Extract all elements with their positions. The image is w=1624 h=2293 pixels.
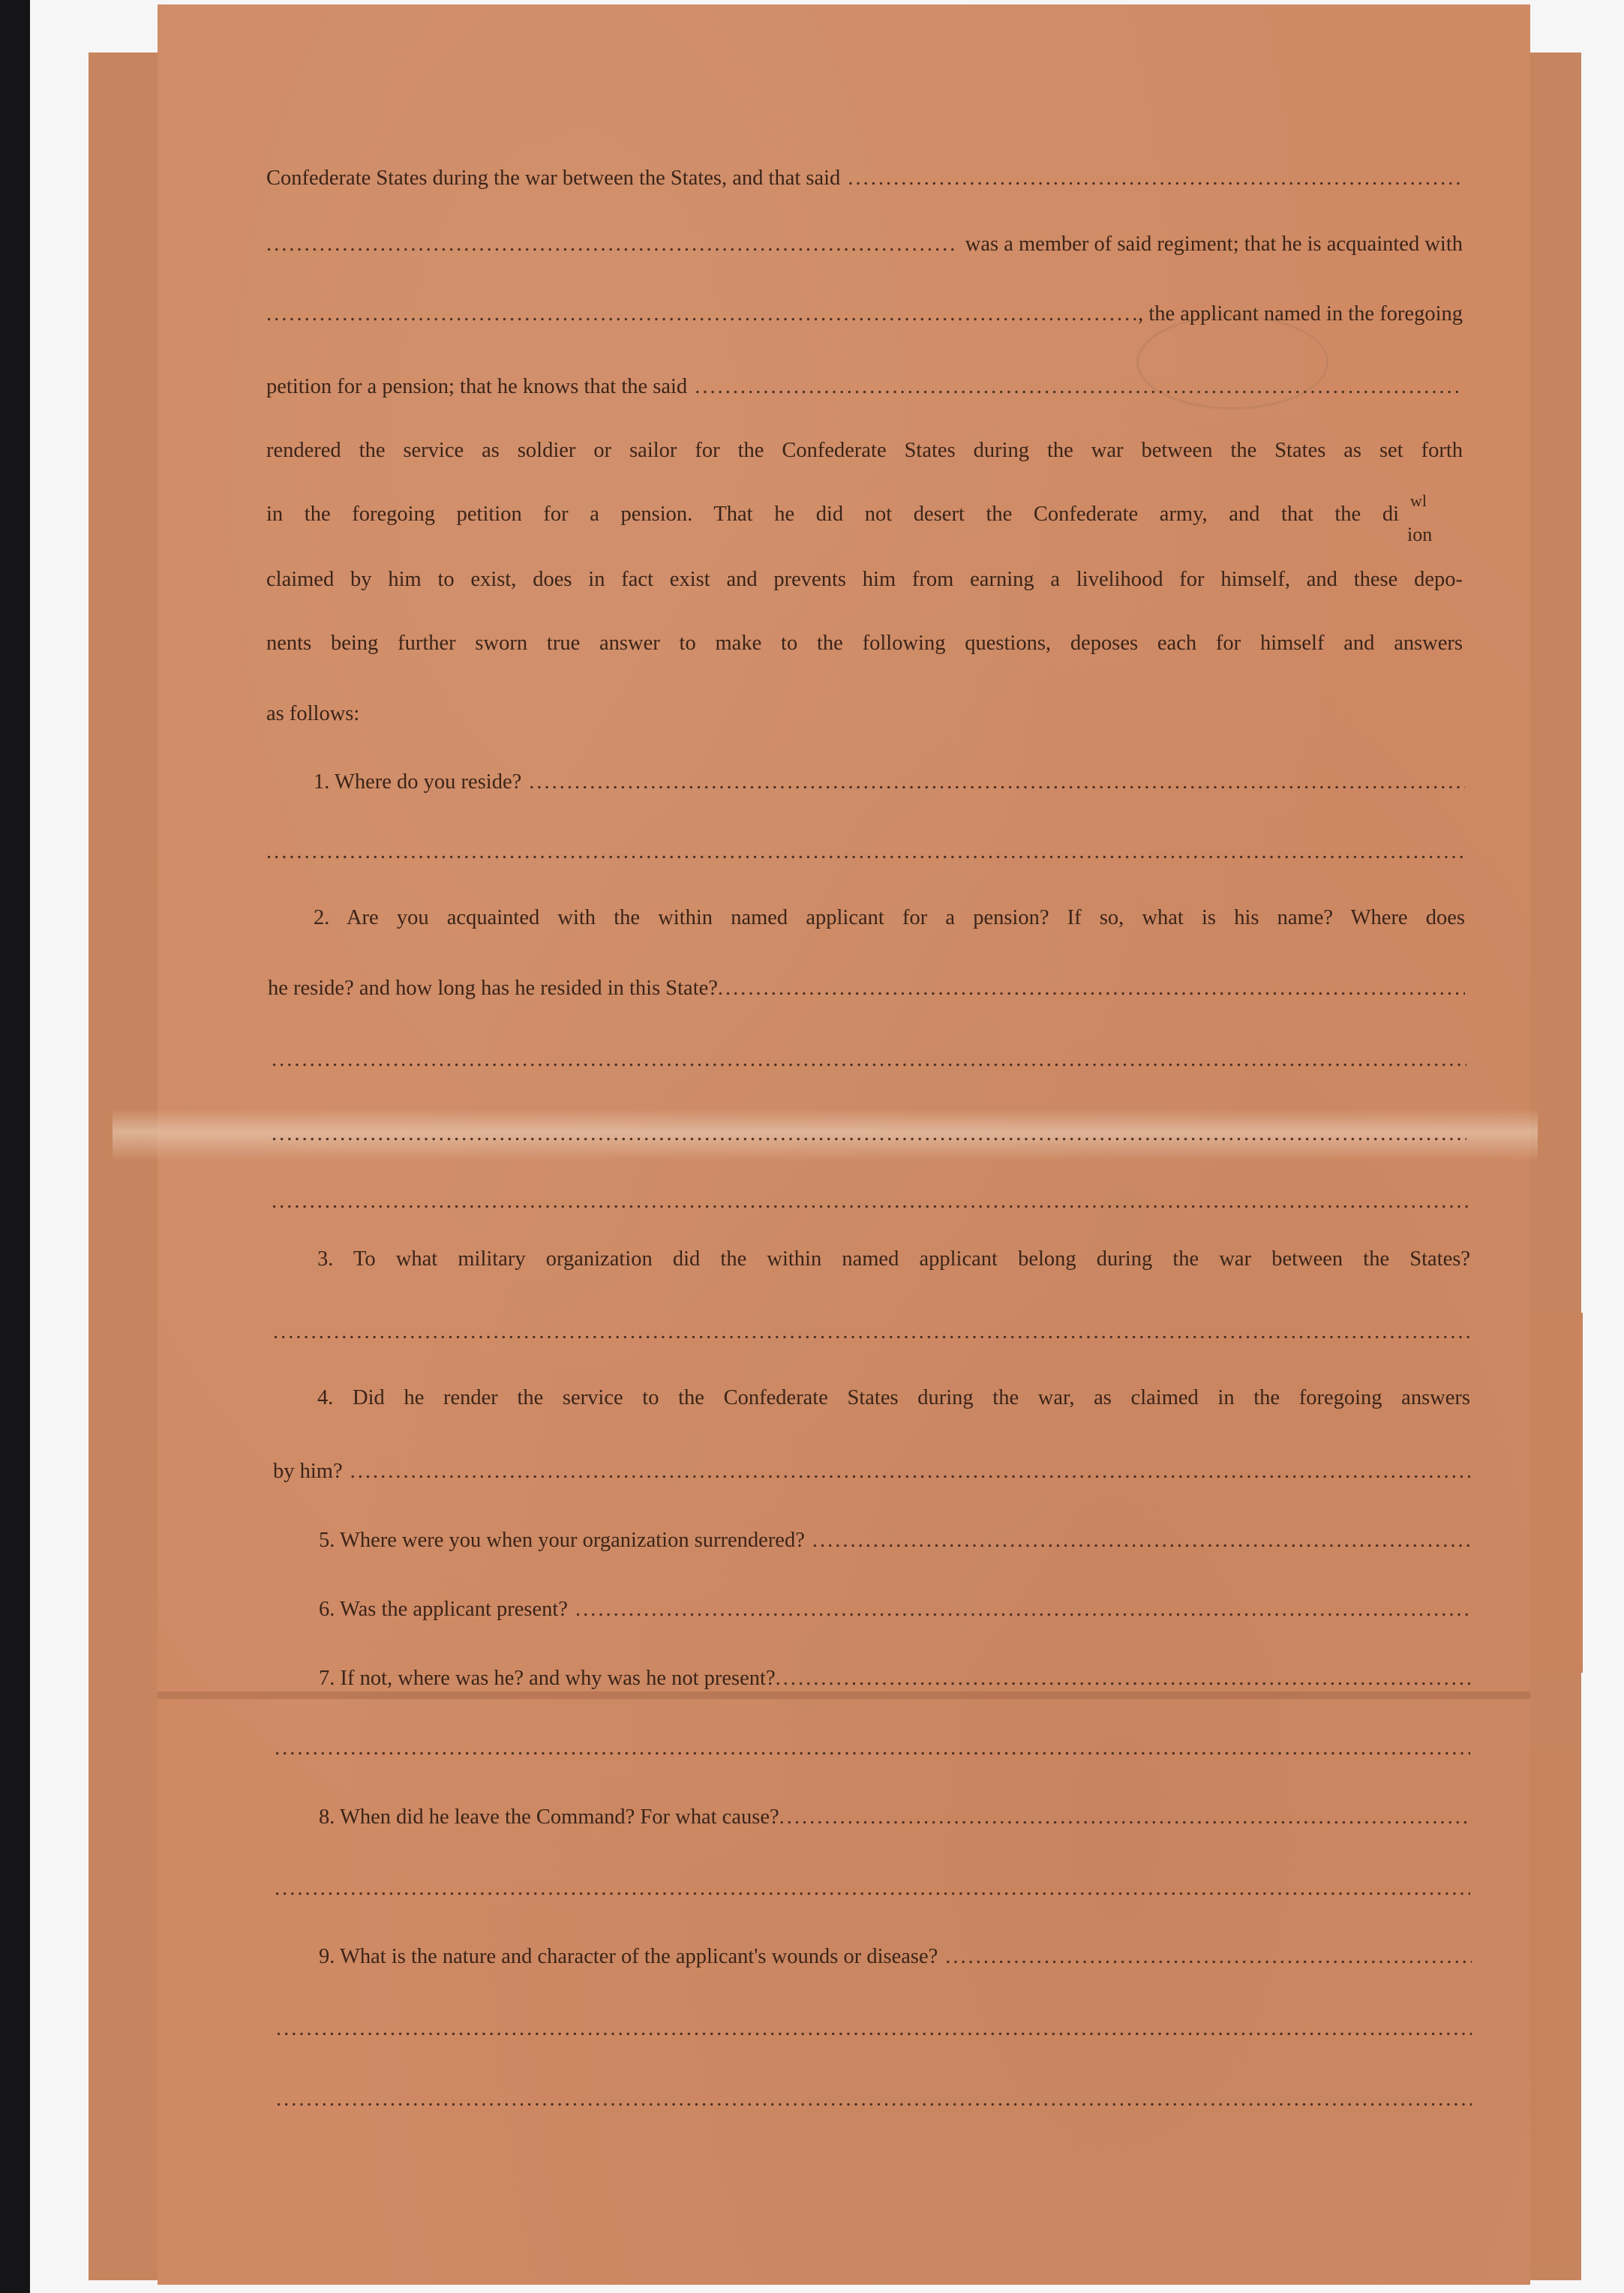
question-1 bbox=[314, 769, 1465, 796]
answer-line bbox=[272, 1121, 1466, 1148]
form-text: in the foregoing petition for a pension. That he did not desert the Confederate army, and that the di bbox=[266, 503, 1399, 526]
handwritten-overwrite: ion bbox=[1407, 524, 1433, 545]
form-line bbox=[266, 301, 1463, 328]
scan-edge bbox=[0, 0, 30, 2293]
answer-line bbox=[272, 1046, 1466, 1073]
question-8 bbox=[319, 1804, 1470, 1831]
handwritten-overwrite: wl bbox=[1410, 491, 1427, 510]
question-3 bbox=[317, 1246, 1470, 1273]
fill-in-blank[interactable] bbox=[695, 374, 1463, 401]
paper-flap bbox=[1530, 1313, 1583, 1673]
question-2-continued bbox=[268, 975, 1465, 1002]
answer-field[interactable] bbox=[350, 1458, 1470, 1485]
answer-field[interactable] bbox=[779, 1804, 1470, 1831]
paper-flap bbox=[1530, 1748, 1575, 2265]
fill-in-blank[interactable] bbox=[848, 165, 1463, 192]
form-line bbox=[266, 437, 1463, 464]
question-4-continued bbox=[273, 1458, 1470, 1485]
fill-in-blank[interactable] bbox=[266, 301, 1138, 328]
answer-line bbox=[275, 1735, 1470, 1762]
form-text: nents being further sworn true answer to make to the following questions, deposes each for himself and answers bbox=[266, 632, 1463, 655]
form-text: was a member of said regiment; that he is acquainted with bbox=[965, 233, 1463, 256]
answer-field[interactable] bbox=[272, 1121, 1466, 1148]
answer-field[interactable] bbox=[776, 1665, 1470, 1692]
form-line bbox=[266, 566, 1463, 593]
question-6 bbox=[319, 1596, 1470, 1623]
fill-in-blank[interactable] bbox=[266, 231, 958, 258]
question-text: 9. What is the nature and character of the applicant's wounds or disease? bbox=[319, 1945, 938, 1968]
form-line bbox=[266, 630, 1463, 657]
question-text: 4. Did he render the service to the Confederate States during the war, as claimed in the foregoing answers bbox=[317, 1386, 1470, 1409]
question-9 bbox=[319, 1943, 1472, 1970]
form-line bbox=[266, 165, 1463, 192]
answer-line bbox=[273, 1319, 1470, 1346]
answer-field[interactable] bbox=[718, 975, 1465, 1002]
answer-field[interactable] bbox=[945, 1943, 1472, 1970]
form-text: rendered the service as soldier or sailor for the Confederate States during the war between the States as set forth bbox=[266, 439, 1463, 462]
answer-field[interactable] bbox=[276, 2086, 1472, 2113]
answer-line bbox=[276, 2086, 1472, 2113]
question-text: he reside? and how long has he resided in this State? bbox=[268, 977, 718, 1000]
form-text: Confederate States during the war between the States, and that said bbox=[266, 167, 841, 190]
answer-line bbox=[272, 1188, 1468, 1215]
question-text: 2. Are you acquainted with the within named applicant for a pension? If so, what is his name? Where does bbox=[314, 906, 1465, 929]
question-text: by him? bbox=[273, 1460, 343, 1483]
answer-field[interactable] bbox=[529, 769, 1465, 796]
answer-field[interactable] bbox=[275, 1735, 1470, 1762]
answer-field[interactable] bbox=[266, 839, 1465, 866]
paper-fold bbox=[158, 1691, 1530, 1699]
form-line bbox=[266, 231, 1463, 258]
form-line bbox=[266, 701, 716, 728]
form-line bbox=[266, 374, 1463, 401]
form-text: , the applicant named in the foregoing bbox=[1138, 302, 1463, 326]
answer-line bbox=[275, 1875, 1470, 1902]
answer-field[interactable] bbox=[276, 2015, 1472, 2042]
question-text: 8. When did he leave the Command? For what cause? bbox=[319, 1805, 779, 1829]
question-5 bbox=[319, 1527, 1470, 1554]
question-text: 5. Where were you when your organization surrendered? bbox=[319, 1529, 805, 1552]
form-line bbox=[266, 501, 1399, 528]
answer-field[interactable] bbox=[812, 1527, 1470, 1554]
form-text: petition for a pension; that he knows that the said bbox=[266, 375, 688, 398]
form-text: claimed by him to exist, does in fact exist and prevents him from earning a livelihood for himself, and these depo- bbox=[266, 568, 1463, 591]
question-4 bbox=[317, 1385, 1470, 1412]
question-text: 1. Where do you reside? bbox=[314, 770, 522, 794]
answer-field[interactable] bbox=[273, 1319, 1470, 1346]
question-2 bbox=[314, 905, 1465, 932]
answer-field[interactable] bbox=[275, 1875, 1470, 1902]
answer-line bbox=[276, 2015, 1472, 2042]
question-text: 3. To what military organization did the within named applicant belong during the war between the States? bbox=[317, 1247, 1470, 1271]
answer-field[interactable] bbox=[272, 1188, 1468, 1215]
form-text: as follows: bbox=[266, 702, 360, 725]
question-7 bbox=[319, 1665, 1470, 1692]
question-text: 7. If not, where was he? and why was he not present? bbox=[319, 1667, 776, 1690]
question-text: 6. Was the applicant present? bbox=[319, 1598, 568, 1621]
answer-line bbox=[266, 839, 1465, 866]
answer-field[interactable] bbox=[272, 1046, 1466, 1073]
answer-field[interactable] bbox=[575, 1596, 1470, 1623]
